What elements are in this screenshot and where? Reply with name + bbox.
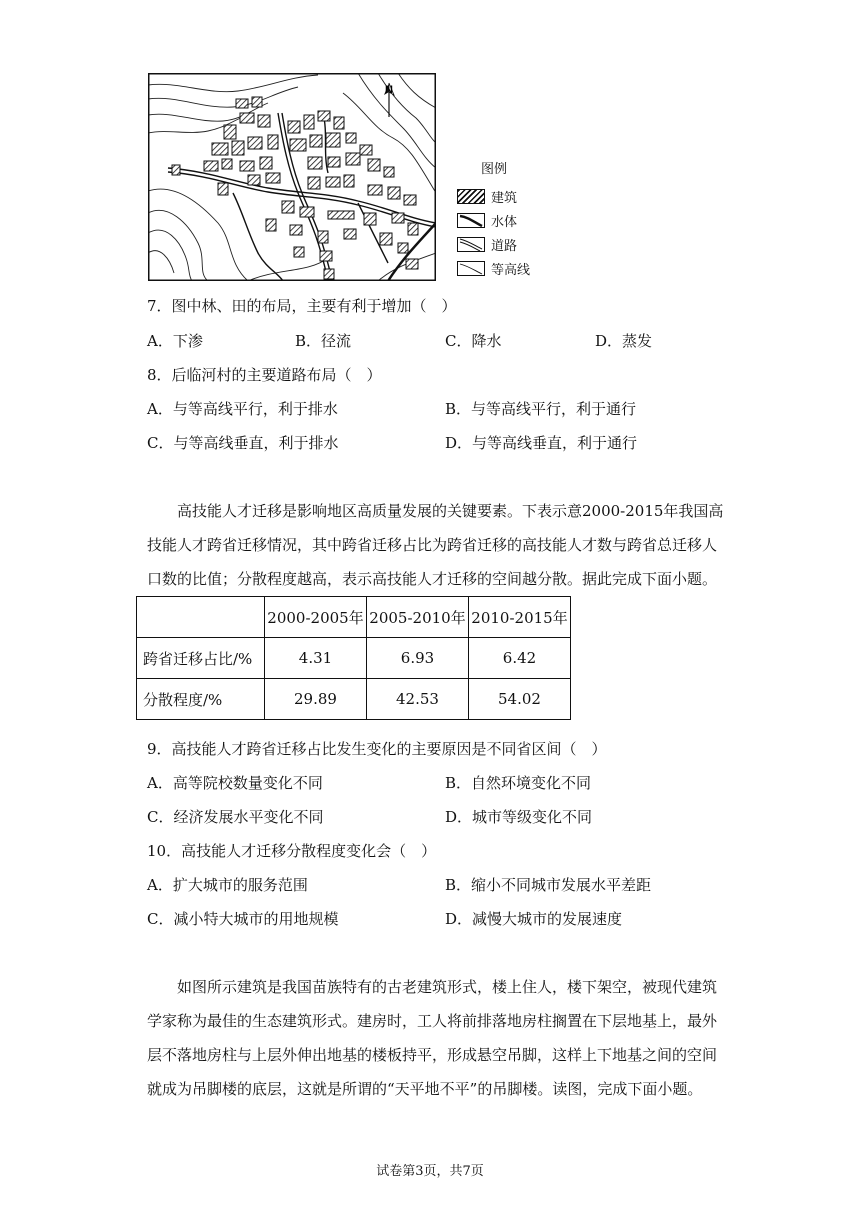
q9-option-d[interactable]: D．城市等级变化不同	[445, 808, 593, 826]
legend-item-contour: 等高线	[457, 256, 557, 280]
road-icon	[457, 237, 485, 252]
table-cell: 29.89	[265, 679, 367, 720]
table-row	[137, 638, 571, 679]
table-row-label: 分散程度/%	[137, 679, 265, 720]
q8-option-b[interactable]: B．与等高线平行，利于通行	[445, 400, 637, 418]
q9-option-b[interactable]: B．自然环境变化不同	[445, 774, 592, 792]
map-legend	[457, 160, 557, 280]
question-8-stem: 8．后临河村的主要道路布局（ ）	[147, 366, 382, 384]
question-10-stem: 10．高技能人才迁移分散程度变化会（ ）	[147, 842, 437, 860]
passage-talent-migration: 高技能人才迁移是影响地区高质量发展的关键要素。下表示意2000-2015年我国高 技能人才跨省迁移情况，其中跨省迁移占比为跨省迁移的高技能人才数与跨省总迁移人 口数的比值；分散程度越高，表示高技能人才迁移的空间越分散。据此完成下面小题。	[147, 502, 724, 588]
contour-icon	[457, 261, 485, 276]
passage-stilt-house: 如图所示建筑是我国苗族特有的古老建筑形式，楼上住人，楼下架空，被现代建筑 学家称为最佳的生态建筑形式。建房时，工人将前排落地房柱搁置在下层地基上，最外 层不落地房柱与上层外伸出地基的楼板持平，形成悬空吊脚，这样上下地基之间的空间 就成为吊脚楼的底层，这就是所谓的“天平地不平”的吊脚楼。读图，完成下面小题。	[147, 978, 718, 1098]
table-row-label: 跨省迁移占比/%	[137, 638, 265, 679]
q9-option-a[interactable]: A．高等院校数量变化不同	[147, 774, 323, 792]
q7-option-d[interactable]: D．蒸发	[595, 332, 653, 350]
page-footer: 试卷第3页，共7页	[376, 1164, 484, 1179]
q7-option-a[interactable]: A．下渗	[147, 332, 203, 350]
legend-title: 图例	[481, 162, 508, 177]
q9-option-c[interactable]: C．经济发展水平变化不同	[147, 808, 324, 826]
table-header-cell: 2010-2015年	[469, 597, 571, 638]
table-cell: 6.42	[469, 638, 571, 679]
legend-item-building: 建筑	[457, 184, 557, 208]
q8-option-c[interactable]: C．与等高线垂直，利于排水	[147, 434, 339, 452]
q8-option-a[interactable]: A．与等高线平行，利于排水	[147, 400, 338, 418]
hatched-building-icon	[457, 189, 485, 204]
table-corner-cell	[137, 597, 265, 638]
question-7-stem: 7．图中林、田的布局，主要有利于增加（ ）	[147, 297, 457, 315]
village-map	[148, 73, 436, 281]
question-9-stem: 9．高技能人才跨省迁移占比发生变化的主要原因是不同省区间（ ）	[147, 740, 607, 758]
table-cell: 54.02	[469, 679, 571, 720]
q10-option-b[interactable]: B．缩小不同城市发展水平差距	[445, 876, 652, 894]
table-cell: 42.53	[367, 679, 469, 720]
q7-option-c[interactable]: C．降水	[445, 332, 502, 350]
q8-option-d[interactable]: D．与等高线垂直，利于通行	[445, 434, 638, 452]
migration-table	[136, 596, 571, 720]
table-cell: 6.93	[367, 638, 469, 679]
q7-option-b[interactable]: B．径流	[295, 332, 352, 350]
table-cell: 4.31	[265, 638, 367, 679]
table-header-row	[137, 597, 571, 638]
map-svg	[148, 73, 436, 281]
q10-option-d[interactable]: D．减慢大城市的发展速度	[445, 910, 623, 928]
table-header-cell: 2000-2005年	[265, 597, 367, 638]
water-icon	[457, 213, 485, 228]
table-header-cell: 2005-2010年	[367, 597, 469, 638]
table-row	[137, 679, 571, 720]
q10-option-c[interactable]: C．减小特大城市的用地规模	[147, 910, 339, 928]
legend-item-water: 水体	[457, 208, 557, 232]
north-label: N	[385, 84, 393, 96]
q10-option-a[interactable]: A．扩大城市的服务范围	[147, 876, 308, 894]
legend-item-road: 道路	[457, 232, 557, 256]
